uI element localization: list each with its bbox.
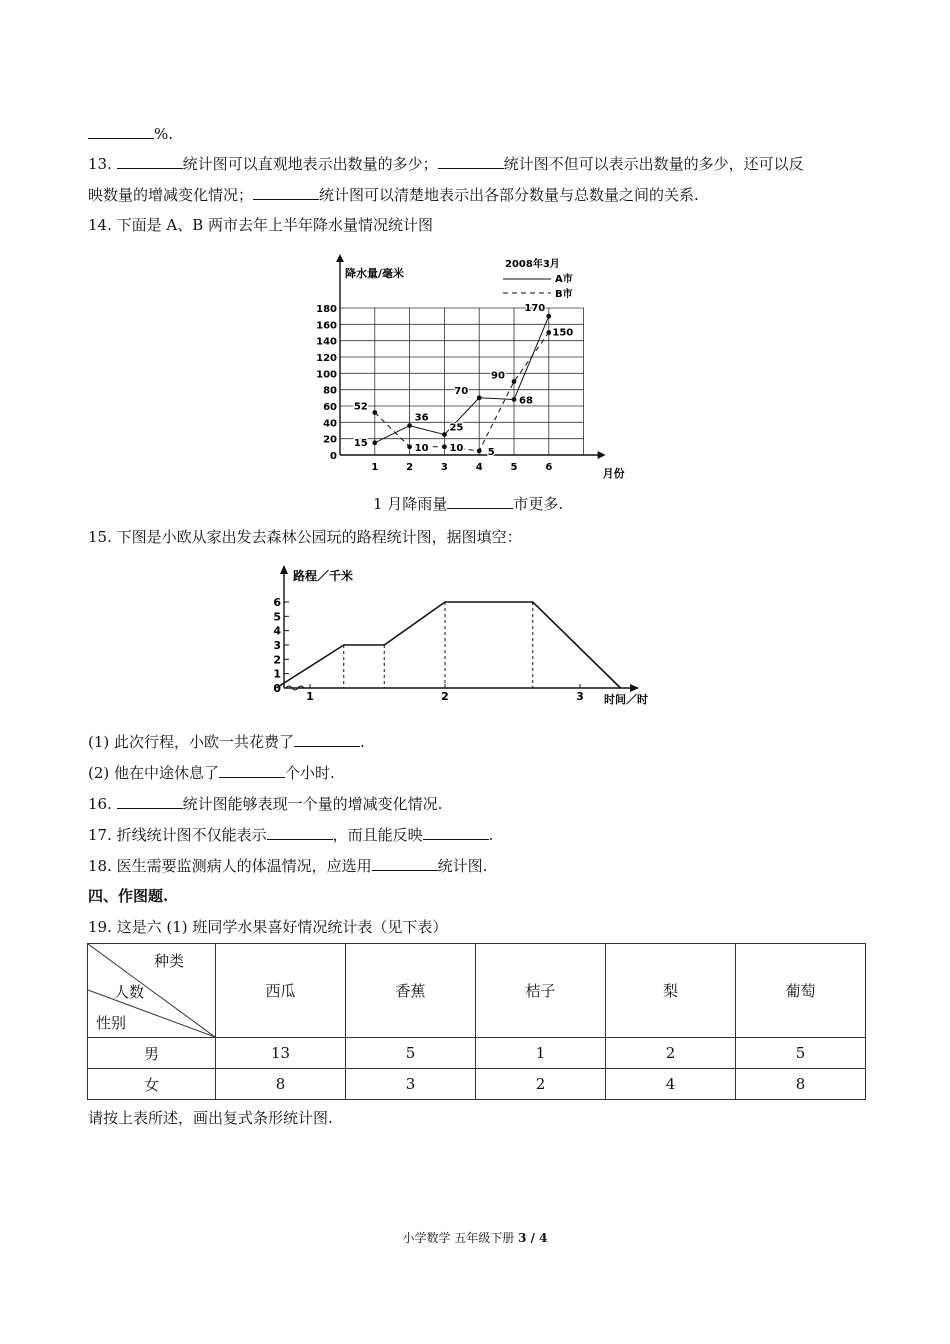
- answer-blank[interactable]: [267, 825, 333, 840]
- q14-answer: 1 月降雨量 市更多.: [373, 495, 564, 513]
- y-tick-label: 4: [273, 624, 281, 638]
- q13-line2: 映数量的增减变化情况； 统计图可以清楚地表示出各部分数量与总数量之间的关系.: [88, 186, 699, 204]
- data-point: [407, 444, 412, 449]
- column-header: 西瓜: [216, 944, 346, 1038]
- data-point: [477, 395, 482, 400]
- y-tick-label: 3: [273, 639, 281, 652]
- table-cell: 3: [346, 1069, 476, 1100]
- x-axis-arrow: [598, 451, 606, 459]
- y-axis-title: 路程／千米: [293, 569, 354, 583]
- corner-label-count: 人数: [114, 983, 145, 1001]
- y-tick-label: 0: [273, 682, 281, 695]
- q15-sub1: (1) 此次行程，小欧一共花费了 .: [88, 733, 365, 751]
- data-label: 150: [552, 327, 574, 339]
- q18: 18. 医生需要监测病人的体温情况，应选用 统计图.: [88, 857, 488, 875]
- table-row: [88, 1069, 866, 1100]
- x-tick-label: 3: [576, 690, 584, 703]
- answer-blank[interactable]: [88, 124, 154, 139]
- row-label: 男: [88, 1038, 216, 1069]
- answer-blank[interactable]: [253, 185, 319, 200]
- answer-blank[interactable]: [294, 732, 360, 747]
- data-point: [372, 440, 377, 445]
- table-row: [88, 1038, 866, 1069]
- data-point: [477, 449, 482, 454]
- y-axis-arrow: [336, 254, 344, 262]
- data-point: [442, 444, 447, 449]
- x-axis-arrow: [630, 684, 639, 692]
- data-label: 25: [449, 422, 464, 434]
- answer-blank[interactable]: [447, 494, 513, 509]
- x-axis-title: 月份: [602, 467, 625, 480]
- series-line: [276, 602, 620, 688]
- data-point: [546, 330, 551, 335]
- data-label: 52: [353, 401, 368, 413]
- y-tick-label: 80: [323, 385, 337, 397]
- table-cell: 4: [606, 1069, 736, 1100]
- q19-text: 19. 这是六 (1) 班同学水果喜好情况统计表（见下表）: [88, 918, 448, 936]
- y-tick-label: 140: [316, 336, 337, 348]
- q17: 17. 折线统计图不仅能表示 ，而且能反映 .: [88, 826, 494, 844]
- q12-tail: %.: [88, 124, 173, 144]
- data-point: [407, 423, 412, 428]
- x-tick-label: 2: [406, 462, 414, 473]
- data-label: 10: [414, 442, 429, 454]
- q15-sub2: (2) 他在中途休息了 个小时.: [88, 764, 335, 782]
- section-heading: 四、作图题.: [88, 887, 169, 905]
- data-point: [512, 379, 517, 384]
- y-tick-label: 6: [273, 596, 281, 609]
- x-tick-label: 5: [510, 462, 518, 473]
- y-tick-label: 120: [316, 353, 337, 364]
- legend-label-a: A市: [555, 274, 573, 285]
- corner-label-fruit: 种类: [154, 952, 185, 970]
- q14-text: 14. 下面是 A、B 两市去年上半年降水量情况统计图: [88, 216, 434, 234]
- answer-blank[interactable]: [117, 794, 183, 809]
- data-label: 70: [454, 385, 469, 397]
- data-label: 10: [449, 442, 464, 454]
- x-axis-title: 时间／时: [604, 693, 648, 706]
- data-label: 170: [524, 303, 546, 315]
- x-tick-label: 2: [441, 690, 449, 703]
- row-label: 女: [88, 1069, 216, 1100]
- q13-line1: 13. 统计图可以直观地表示出数量的多少； 统计图不但可以表示出数量的多少，还可以反: [88, 155, 804, 173]
- answer-blank[interactable]: [117, 154, 183, 169]
- corner-label-gender: 性别: [96, 1014, 127, 1032]
- answer-blank[interactable]: [438, 154, 504, 169]
- table-header-row: [88, 944, 866, 1038]
- table-cell: 2: [606, 1038, 736, 1069]
- data-label: 5: [487, 446, 495, 458]
- table-cell: 5: [346, 1038, 476, 1069]
- y-tick-label: 5: [273, 610, 281, 624]
- y-tick-label: 180: [316, 304, 337, 315]
- x-tick-label: 1: [306, 690, 314, 703]
- rainfall-line-chart: [315, 250, 640, 480]
- x-tick-label: 3: [440, 462, 448, 473]
- q15-text: 15. 下图是小欧从家出发去森林公园玩的路程统计图，据图填空：: [88, 528, 522, 546]
- table-cell: 1: [476, 1038, 606, 1069]
- data-point: [546, 314, 551, 319]
- legend-title: 2008年3月: [505, 259, 560, 270]
- x-tick-label: 4: [475, 462, 483, 473]
- y-tick-label: 60: [323, 402, 337, 413]
- q19-instruction: 请按上表所述，画出复式条形统计图.: [88, 1109, 333, 1127]
- answer-blank[interactable]: [423, 825, 489, 840]
- y-tick-label: 100: [316, 369, 337, 381]
- y-tick-label: 2: [273, 653, 281, 667]
- y-axis-arrow: [280, 565, 288, 574]
- y-axis-title: 降水量/毫米: [345, 267, 405, 280]
- table-cell: 2: [476, 1069, 606, 1100]
- answer-blank[interactable]: [219, 763, 285, 778]
- y-tick-label: 40: [323, 418, 337, 430]
- q16: 16. 统计图能够表现一个量的增减变化情况.: [88, 795, 443, 813]
- y-tick-label: 1: [273, 667, 281, 681]
- y-tick-label: 0: [330, 451, 337, 462]
- column-header: 葡萄: [736, 944, 866, 1038]
- table-cell: 8: [216, 1069, 346, 1100]
- page-footer: 小学数学 五年级下册 3 / 4: [402, 1231, 548, 1245]
- x-tick-label: 6: [545, 462, 553, 473]
- column-header: 香蕉: [346, 944, 476, 1038]
- fruit-preference-table: [87, 943, 866, 1100]
- data-label: 15: [353, 437, 368, 449]
- table-cell: 5: [736, 1038, 866, 1069]
- x-tick-label: 1: [371, 462, 379, 473]
- column-header: 梨: [606, 944, 736, 1038]
- data-label: 36: [414, 412, 429, 424]
- legend-label-b: B市: [555, 289, 573, 300]
- data-point: [372, 410, 377, 415]
- distance-time-chart: [268, 560, 660, 710]
- data-point: [442, 432, 447, 437]
- data-label: 68: [519, 395, 533, 407]
- y-tick-label: 20: [323, 434, 337, 446]
- table-cell: 8: [736, 1069, 866, 1100]
- data-label: 90: [491, 370, 505, 382]
- column-header: 桔子: [476, 944, 606, 1038]
- data-point: [512, 397, 517, 402]
- y-tick-label: 160: [316, 320, 337, 332]
- table-cell: 13: [216, 1038, 346, 1069]
- answer-blank[interactable]: [372, 856, 438, 871]
- diagonal-header-cell: [88, 944, 216, 1038]
